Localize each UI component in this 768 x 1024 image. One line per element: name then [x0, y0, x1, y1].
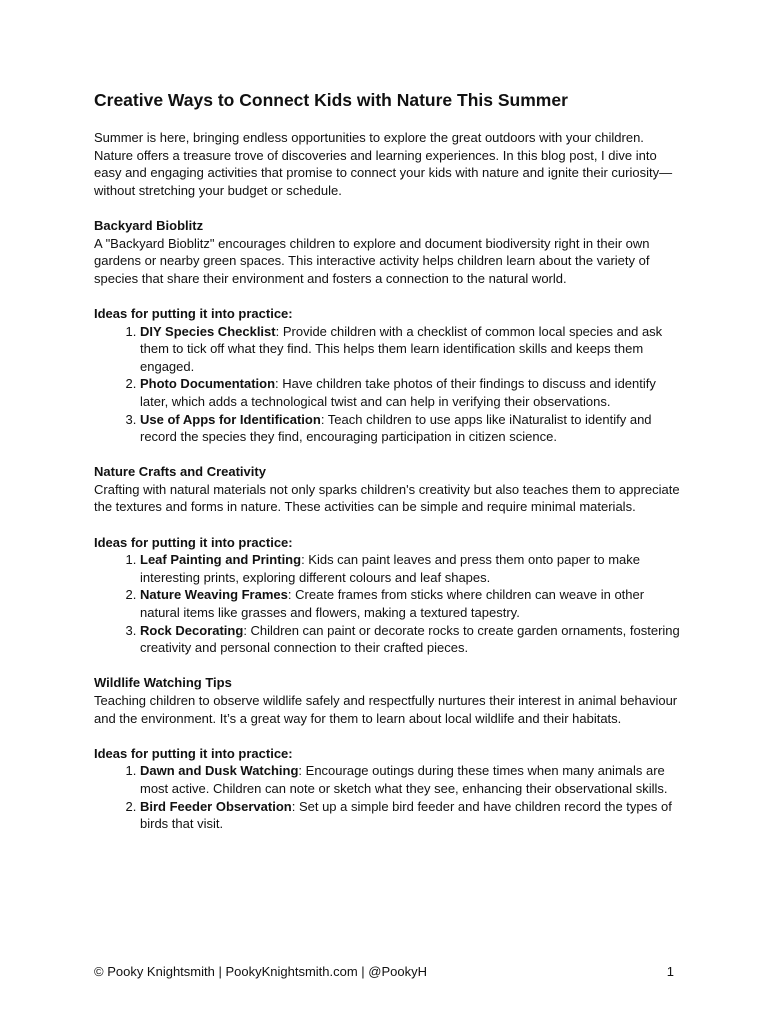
- section-heading: Backyard Bioblitz: [94, 217, 204, 233]
- item-term: Photo Documentation: [140, 376, 276, 392]
- ideas-list: [94, 551, 684, 657]
- list-item: [140, 586, 684, 621]
- page-footer: [94, 963, 674, 981]
- item-desc: : Set up a simple bird feeder and have children record the types of birds that visit.: [140, 798, 672, 832]
- section-text: Crafting with natural materials not only sparks children's creativity but also teaches them to appreciate the textures and forms in nature. These activities can be simple and require minimal materials.: [94, 481, 680, 515]
- list-item: [140, 375, 684, 410]
- item-desc: : Teach children to use apps like iNaturalist to identify and record the species they find, encouraging participation in citizen science.: [140, 411, 652, 445]
- ideas-label: Ideas for putting it into practice:: [94, 534, 293, 550]
- document-page: [94, 88, 684, 833]
- item-term: Bird Feeder Observation: [140, 798, 292, 814]
- ideas-label: Ideas for putting it into practice:: [94, 305, 293, 321]
- list-item: [140, 551, 684, 586]
- item-desc: : Have children take photos of their findings to discuss and identify later, which adds a technological twist and can help in verifying their observations.: [140, 376, 656, 409]
- item-desc: : Kids can paint leaves and press them onto paper to make interesting prints, exploring different colours and leaf shapes.: [140, 552, 640, 585]
- item-term: Rock Decorating: [140, 622, 244, 638]
- section-nature-crafts: [94, 463, 684, 657]
- item-term: Use of Apps for Identification: [140, 411, 321, 427]
- item-desc: : Children can paint or decorate rocks to create garden ornaments, fostering creativity and personal connection to their crafted pieces.: [140, 622, 680, 656]
- ideas-list: [94, 323, 684, 446]
- item-term: Leaf Painting and Printing: [140, 552, 302, 568]
- footer-copyright: © Pooky Knightsmith | PookyKnightsmith.com | @PookyH: [94, 964, 427, 979]
- item-desc: : Provide children with a checklist of common local species and ask them to tick off what they find. This helps them learn identification skills and keeps them engaged.: [140, 323, 663, 374]
- section-heading: Wildlife Watching Tips: [94, 675, 232, 691]
- list-item: [140, 622, 684, 657]
- item-term: Nature Weaving Frames: [140, 587, 288, 603]
- section-heading: Nature Crafts and Creativity: [94, 464, 266, 480]
- item-desc: : Encourage outings during these times when many animals are most active. Children can note or sketch what they see, enhancing their observational skills.: [140, 763, 668, 796]
- intro-paragraph: Summer is here, bringing endless opportunities to explore the great outdoors with your children. Nature offers a treasure trove of discoveries and learning experiences. In this blog post, I dive into easy and engaging activities that promise to connect your kids with nature and ignite their curiosity—without stretching your budget or schedule.: [94, 130, 673, 198]
- section-backyard-bioblitz: [94, 217, 684, 446]
- section-text: Teaching children to observe wildlife safely and respectfully nurtures their interest in animal behaviour and the environment. It’s a great way for them to learn about local wildlife and their habitats.: [94, 693, 678, 726]
- page-number: 1: [666, 964, 674, 979]
- item-desc: : Create frames from sticks where children can weave in other natural items like grasses and flowers, making a textured tapestry.: [140, 587, 645, 621]
- list-item: [140, 323, 684, 376]
- section-wildlife-watching: [94, 674, 684, 832]
- list-item: [140, 798, 684, 833]
- ideas-label: Ideas for putting it into practice:: [94, 745, 293, 761]
- item-term: DIY Species Checklist: [140, 323, 276, 339]
- list-item: [140, 762, 684, 797]
- page-title: Creative Ways to Connect Kids with Nature This Summer: [94, 90, 568, 110]
- item-term: Dawn and Dusk Watching: [140, 763, 299, 779]
- list-item: [140, 411, 684, 446]
- ideas-list: [94, 762, 684, 832]
- section-text: A "Backyard Bioblitz" encourages children to explore and document biodiversity right in their own gardens or nearby green spaces. This interactive activity helps children learn about the variety of species that share their environment and fosters a connection to the natural world.: [94, 235, 650, 286]
